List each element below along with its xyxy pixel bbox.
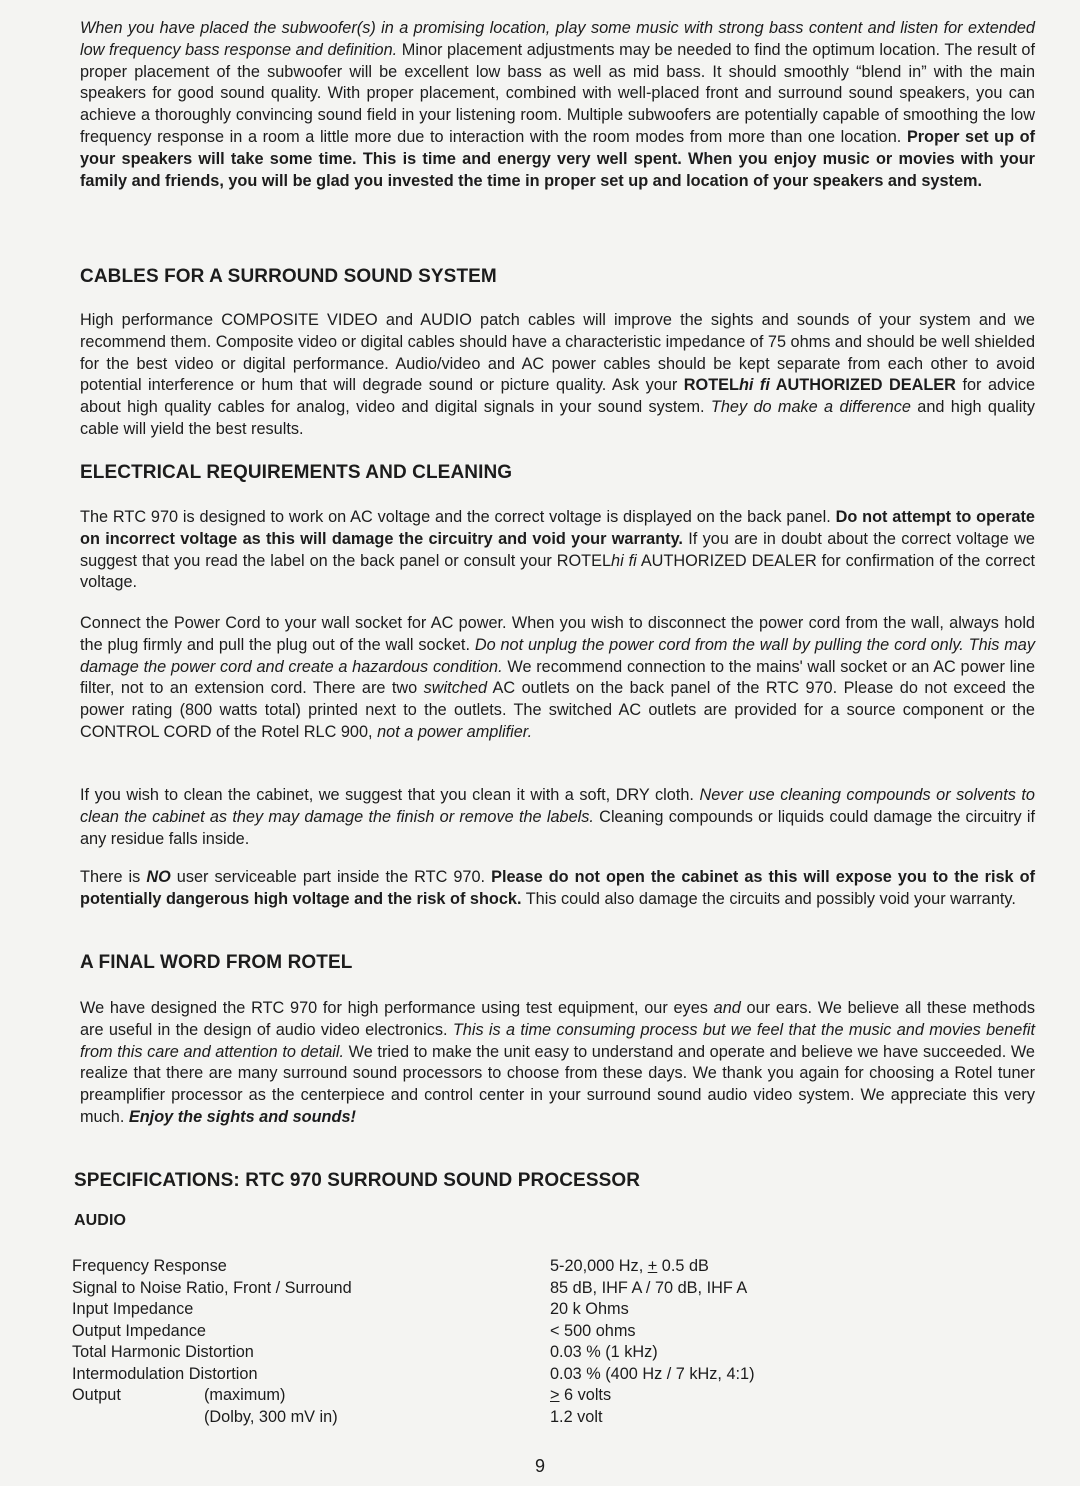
page-number: 9 [534,1456,545,1476]
paragraph-power-cord [80,613,1035,744]
spec-value-part: + [647,1257,658,1275]
spec-label-text: Signal to Noise Ratio, Front / Surround [72,1278,352,1297]
spec-label [72,1321,550,1343]
spec-value [550,1256,709,1278]
spec-label [72,1278,550,1300]
paragraph-cleaning [80,785,1035,850]
text-run: We have designed the RTC 970 for high performance using test equipment, our eyes [80,999,714,1017]
spec-row [72,1278,755,1300]
spec-value-part: 5-20,000 Hz, [550,1257,648,1275]
text-run: AUTHORIZED DEALER [769,376,956,395]
spec-value [550,1385,611,1407]
text-run: They do make a difference [710,398,911,417]
spec-row [72,1407,755,1429]
text-run: NO [146,868,171,886]
text-run: our ears. We believe all these methods are useful in the design of audio video electronics. [80,999,1035,1039]
spec-sublabel: (Dolby, 300 mV in) [204,1407,338,1426]
spec-label-text: Total Harmonic Distortion [72,1343,254,1361]
text-run: Please do not open the cabinet as this will expose you to the risk of potentially dangerous high voltage and the risk of shock. [80,868,1036,908]
spec-value [550,1407,603,1429]
text-run: switched [423,679,488,698]
text-run: Proper set up of your speakers will take some time. This is time and energy very well spent. When you enjoy music or movies with your family and friends, you will be glad you invested the time in proper set up and location of your speakers and system. [80,127,1035,190]
spec-value [550,1321,636,1343]
text-run: Do not attempt to operate on incorrect voltage as this will damage the circuitry and void your warranty. [80,508,1035,548]
heading-final-word: A FINAL WORD FROM ROTEL [80,952,353,973]
spec-label [72,1256,550,1278]
spec-value-part: < 500 ohms [550,1321,636,1340]
spec-value-part: 20 k Ohms [550,1300,629,1318]
spec-value-part: 0.03 % (400 Hz / 7 kHz, 4:1) [550,1364,755,1383]
text-run: High performance COMPOSITE VIDEO and AUDIO patch cables will improve the sights and sounds of your system and we recommend them. Composite video or digital cables should have a characteristic impedance of 75 ohms and should be well shielded for the best video or digital performance. Audio/video and AC power cables should be kept separate from each other to avoid potential interference or hum that will degrade sound or picture quality. Ask your [80,311,1035,395]
text-run: This could also damage the circuits and possibly void your warranty. [521,889,1016,908]
paragraph-cables [80,310,1035,441]
text-run: We recommend connection to the mains' wall socket or an AC power line filter, not to an extension cord. There are two [80,657,1035,698]
heading-electrical: ELECTRICAL REQUIREMENTS AND CLEANING [80,462,513,483]
text-run: There is [80,868,147,886]
paragraph-service [80,867,1035,911]
text-run: for advice about high quality cables for analog, video and digital signals in your sound system. [80,376,1036,417]
spec-value-part: 85 dB, IHF A / 70 dB, IHF A [550,1278,748,1297]
spec-label [72,1385,550,1407]
spec-row [72,1256,755,1278]
text-run: AC outlets on the back panel of the RTC 970. Please do not exceed the power rating (800 watts total) printed next to the outlets. The switched AC outlets are provided for a source component or the CONTROL CORD of the Rotel RLC 900, [80,679,1035,741]
text-run: Do not unplug the power cord from the wall by pulling the cord only. This may damage the power cord and create a hazardous condition. [80,635,1035,676]
text-run: This is a time consuming process but we feel that the music and movies benefit from this care and attention to detail. [80,1020,1035,1061]
spec-label-text: Output [72,1386,121,1404]
text-run: When you have placed the subwoofer(s) in a promising location, play some music with strong bass content and listen for extended low frequency bass response and definition. [80,19,1035,59]
text-run: The RTC 970 is designed to work on AC voltage and the correct voltage is displayed on the back panel. [80,508,836,526]
text-run: not a power amplifier. [377,722,533,741]
spec-value-part: 6 volts [559,1386,612,1404]
text-run: If you wish to clean the cabinet, we suggest that you clean it with a soft, DRY cloth. [80,786,700,804]
text-run: We tried to make the unit easy to understand and operate and believe we have succeeded. We realize that there are many surround sound processors to choose from these days. We thank you again for choosing a Rotel tuner preamplifier processor as the centerpiece and control center in your surround sound audio video system. We appreciate this very much. [80,1042,1035,1126]
text-run: Enjoy the sights and sounds! [128,1107,356,1126]
spec-value-part: 0.5 dB [657,1257,709,1275]
spec-sublabel: (maximum) [204,1386,286,1404]
heading-specifications: SPECIFICATIONS: RTC 970 SURROUND SOUND PROCESSOR [74,1170,641,1191]
text-run: ROTEL [683,376,739,395]
heading-audio: AUDIO [74,1212,127,1229]
spec-label [72,1364,550,1386]
spec-value [550,1364,755,1386]
spec-label-text: Input Impedance [72,1300,194,1318]
heading-cables: CABLES FOR A SURROUND SOUND SYSTEM [80,266,497,287]
paragraph-subwoofer-placement [80,18,1035,192]
spec-value-part: 1.2 volt [550,1407,603,1426]
spec-row [72,1321,755,1343]
text-run: hi fi [738,376,770,395]
paragraph-voltage [80,507,1035,594]
spec-value [550,1342,658,1364]
spec-label [72,1407,550,1429]
text-run: If you are in doubt about the correct voltage we suggest that you read the label on the back panel or consult your ROTEL [80,529,1035,570]
spec-label-text: Frequency Response [72,1257,227,1275]
text-run: user serviceable part inside the RTC 970. [170,868,492,886]
text-run: Minor placement adjustments may be needed to find the optimum location. The result of proper placement of the subwoofer will be excellent low bass as well as mid bass. It should smoothly “blend in” with the main speakers for good sound quality. With proper placement, combined with well-placed front and surround sound speakers, you can achieve a thoroughly convincing sound field in your listening room. Multiple subwoofers are potentially capable of smoothing the low frequency response in a room a little more due to interaction with the room modes from more than one location. [80,40,1036,146]
spec-row [72,1342,755,1364]
spec-table [72,1256,755,1428]
spec-row [72,1364,755,1386]
spec-row [72,1385,755,1407]
text-run: Never use cleaning compounds or solvents to clean the cabinet as they may damage the finish or remove the labels. [80,786,1035,826]
paragraph-final-word [80,998,1035,1129]
spec-label [72,1342,550,1364]
spec-label [72,1299,550,1321]
text-run: and high quality cable will yield the best results. [80,398,1035,438]
spec-value-part: 0.03 % (1 kHz) [550,1343,658,1361]
spec-row [72,1299,755,1321]
spec-value [550,1299,629,1321]
text-run: Cleaning compounds or liquids could damage the circuitry if any residue falls inside. [80,807,1035,848]
spec-value [550,1278,747,1300]
spec-value-part: > [550,1386,560,1404]
text-run: and [713,999,741,1017]
text-run: hi fi [611,551,637,570]
text-run: Connect the Power Cord to your wall socket for AC power. When you wish to disconnect the power cord from the wall, always hold the plug firmly and pull the plug out of the wall socket. [80,614,1035,654]
spec-label-text: Intermodulation Distortion [72,1364,258,1383]
spec-label-text: Output Impedance [72,1321,206,1340]
text-run: AUTHORIZED DEALER for confirmation of the correct voltage. [80,551,1035,592]
